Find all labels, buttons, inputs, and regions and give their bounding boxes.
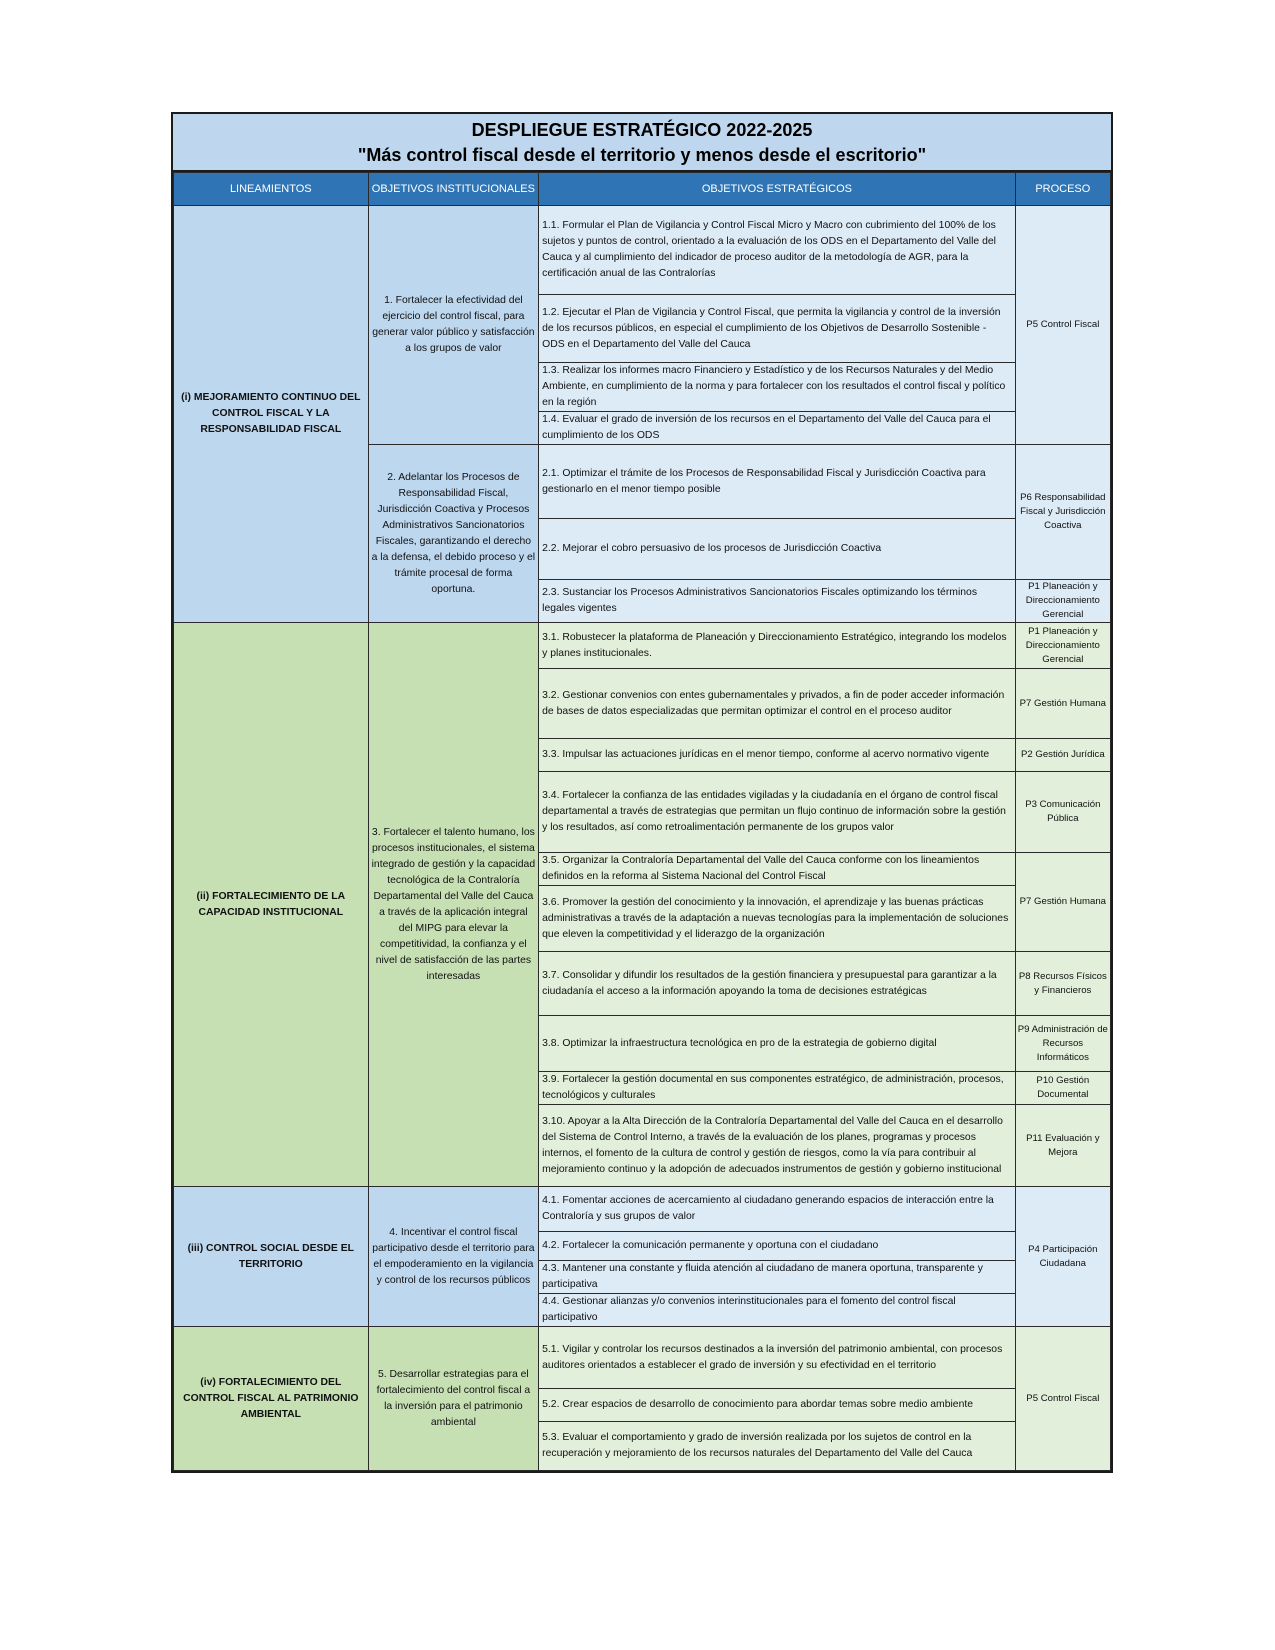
objetivo-estrategico-cell: 3.10. Apoyar a la Alta Dirección de la Contraloría Departamental del Valle del Cauca en el desarrollo del Sistema de Control Interno, a través de la evaluación de los planes, programas y procesos internos, el fomento de la cultura de control y gestión de riesgos, como la vía para contribuir al mejoramiento continuo y la adopción de adecuados instrumentos de gestión y gobierno institucional <box>539 1105 1016 1187</box>
objetivo-estrategico-cell: 4.2. Fortalecer la comunicación permanente y oportuna con el ciudadano <box>539 1232 1016 1261</box>
lineamiento-cell: (i) MEJORAMIENTO CONTINUO DEL CONTROL FISCAL Y LA RESPONSABILIDAD FISCAL <box>174 206 369 623</box>
lineamiento-cell: (iii) CONTROL SOCIAL DESDE EL TERRITORIO <box>174 1187 369 1327</box>
lineamiento-cell: (iv) FORTALECIMIENTO DEL CONTROL FISCAL AL PATRIMONIO AMBIENTAL <box>174 1327 369 1471</box>
objetivo-estrategico-cell: 2.1. Optimizar el trámite de los Procesos de Responsabilidad Fiscal y Jurisdicción Coactiva para gestionarlo en el menor tiempo posible <box>539 445 1016 519</box>
objetivo-estrategico-cell: 3.3. Impulsar las actuaciones jurídicas en el menor tiempo, conforme al acervo normativo vigente <box>539 739 1016 772</box>
objetivo-estrategico-cell: 5.3. Evaluar el comportamiento y grado de inversión realizada por los sujetos de control en la recuperación y mejoramiento de los recursos naturales del Departamento del Valle del Cauca <box>539 1422 1016 1471</box>
objetivo-estrategico-cell: 3.9. Fortalecer la gestión documental en sus componentes estratégico, de administración, procesos, tecnológicos y culturales <box>539 1072 1016 1105</box>
objetivo-estrategico-cell: 2.2. Mejorar el cobro persuasivo de los procesos de Jurisdicción Coactiva <box>539 519 1016 580</box>
strategic-deployment-document <box>171 112 1113 1473</box>
proceso-cell: P2 Gestión Jurídica <box>1015 739 1110 772</box>
table-row <box>174 1187 1111 1232</box>
objetivo-institucional-cell: 4. Incentivar el control fiscal participativo desde el territorio para el empoderamiento en la vigilancia y control de los recursos públicos <box>368 1187 539 1327</box>
proceso-cell: P4 Participación Ciudadana <box>1015 1187 1110 1327</box>
proceso-cell: P6 Responsabilidad Fiscal y Jurisdicción Coactiva <box>1015 445 1110 580</box>
objetivo-estrategico-cell: 1.3. Realizar los informes macro Financiero y Estadístico y de los Recursos Naturales y del Medio Ambiente, en cumplimiento de la norma y para fortalecer con los resultados el control fiscal y político en la región <box>539 363 1016 412</box>
document-slogan: "Más control fiscal desde el territorio y menos desde el escritorio" <box>357 145 927 165</box>
header-lineamientos: LINEAMIENTOS <box>174 173 369 206</box>
objetivo-estrategico-cell: 3.8. Optimizar la infraestructura tecnológica en pro de la estrategia de gobierno digital <box>539 1016 1016 1072</box>
objetivo-estrategico-cell: 3.7. Consolidar y difundir los resultados de la gestión financiera y presupuestal para garantizar a la ciudadanía el acceso a la información apoyando la toma de decisiones estratégicas <box>539 952 1016 1016</box>
proceso-cell: P5 Control Fiscal <box>1015 206 1110 445</box>
header-objetivos-institucionales: OBJETIVOS INSTITUCIONALES <box>368 173 539 206</box>
proceso-cell: P7 Gestión Humana <box>1015 669 1110 739</box>
objetivo-estrategico-cell: 5.1. Vigilar y controlar los recursos destinados a la inversión del patrimonio ambiental, con procesos auditores orientados a establecer el grado de inversión y su efectividad en el territorio <box>539 1327 1016 1389</box>
objetivo-estrategico-cell: 4.3. Mantener una constante y fluida atención al ciudadano de manera oportuna, transparente y participativa <box>539 1261 1016 1294</box>
objetivo-estrategico-cell: 3.1. Robustecer la plataforma de Planeación y Direccionamiento Estratégico, integrando los modelos y planes institucionales. <box>539 623 1016 669</box>
table-row <box>174 1327 1111 1389</box>
objetivo-estrategico-cell: 1.1. Formular el Plan de Vigilancia y Control Fiscal Micro y Macro con cubrimiento del 100% de los sujetos y puntos de control, orientado a la evaluación de los ODS en el Departamento del Valle del Cauca y al cumplimiento del indicador de proceso auditor de la metodología de AGR, para la certificación anual de las Contralorías <box>539 206 1016 295</box>
document-title: DESPLIEGUE ESTRATÉGICO 2022-2025 <box>471 120 813 140</box>
objetivo-institucional-cell: 1. Fortalecer la efectividad del ejercicio del control fiscal, para generar valor público y satisfacción a los grupos de valor <box>368 206 539 445</box>
document-title-block <box>173 114 1111 172</box>
table-row <box>174 206 1111 295</box>
proceso-cell: P11 Evaluación y Mejora <box>1015 1105 1110 1187</box>
objetivo-estrategico-cell: 4.1. Fomentar acciones de acercamiento al ciudadano generando espacios de interacción entre la Contraloría y sus grupos de valor <box>539 1187 1016 1232</box>
proceso-cell: P10 Gestión Documental <box>1015 1072 1110 1105</box>
objetivo-estrategico-cell: 3.5. Organizar la Contraloría Departamental del Valle del Cauca conforme con los lineamientos definidos en la reforma al Sistema Nacional del Control Fiscal <box>539 853 1016 886</box>
group-lineamiento-2 <box>174 623 1111 1187</box>
proceso-cell: P1 Planeación y Direccionamiento Gerencial <box>1015 623 1110 669</box>
group-lineamiento-4 <box>174 1327 1111 1471</box>
objetivo-institucional-cell: 2. Adelantar los Procesos de Responsabilidad Fiscal, Jurisdicción Coactiva y Procesos Administrativos Sancionatorios Fiscales, garantizando el derecho a la defensa, el debido proceso y el trámite procesal de forma oportuna. <box>368 445 539 623</box>
objetivo-estrategico-cell: 2.3. Sustanciar los Procesos Administrativos Sancionatorios Fiscales optimizando los términos legales vigentes <box>539 580 1016 623</box>
objetivo-institucional-cell: 3. Fortalecer el talento humano, los procesos institucionales, el sistema integrado de gestión y la capacidad tecnológica de la Contraloría Departamental del Valle del Cauca a través de la aplicación integral del MIPG para elevar la competitividad, la confianza y el nivel de satisfacción de las partes interesadas <box>368 623 539 1187</box>
group-lineamiento-1 <box>174 206 1111 623</box>
objetivo-estrategico-cell: 3.2. Gestionar convenios con entes gubernamentales y privados, a fin de poder acceder información de bases de datos especializadas que permitan optimizar el control en el proceso auditor <box>539 669 1016 739</box>
table-row <box>174 623 1111 669</box>
proceso-cell: P9 Administración de Recursos Informáticos <box>1015 1016 1110 1072</box>
proceso-cell: P7 Gestión Humana <box>1015 853 1110 952</box>
lineamiento-cell: (ii) FORTALECIMIENTO DE LA CAPACIDAD INSTITUCIONAL <box>174 623 369 1187</box>
table-header-row <box>174 173 1111 206</box>
objetivo-estrategico-cell: 1.2. Ejecutar el Plan de Vigilancia y Control Fiscal, que permita la vigilancia y control de la inversión de los recursos públicos, en especial el cumplimiento de los Objetivos de Desarrollo Sostenible - ODS en el Departamento del Valle del Cauca <box>539 295 1016 363</box>
proceso-cell: P5 Control Fiscal <box>1015 1327 1110 1471</box>
header-objetivos-estrategicos: OBJETIVOS ESTRATÉGICOS <box>539 173 1016 206</box>
objetivo-estrategico-cell: 3.4. Fortalecer la confianza de las entidades vigiladas y la ciudadanía en el órgano de control fiscal departamental a través de estrategias que permitan un flujo continuo de información sobre la gestión y los resultados, así como retroalimentación permanente de los grupos valor <box>539 772 1016 853</box>
header-proceso: PROCESO <box>1015 173 1110 206</box>
objetivo-estrategico-cell: 4.4. Gestionar alianzas y/o convenios interinstitucionales para el fomento del control fiscal participativo <box>539 1294 1016 1327</box>
proceso-cell: P8 Recursos Físicos y Financieros <box>1015 952 1110 1016</box>
proceso-cell: P3 Comunicación Pública <box>1015 772 1110 853</box>
objetivo-estrategico-cell: 1.4. Evaluar el grado de inversión de los recursos en el Departamento del Valle del Cauca para el cumplimiento de los ODS <box>539 412 1016 445</box>
group-lineamiento-3 <box>174 1187 1111 1327</box>
objetivo-institucional-cell: 5. Desarrollar estrategias para el fortalecimiento del control fiscal a la inversión para el patrimonio ambiental <box>368 1327 539 1471</box>
objetivo-estrategico-cell: 3.6. Promover la gestión del conocimiento y la innovación, el aprendizaje y las buenas prácticas administrativas a través de la adaptación a nuevas tecnologías para la implementación de soluciones que eleven la competitividad y el liderazgo de la organización <box>539 886 1016 952</box>
proceso-cell: P1 Planeación y Direccionamiento Gerencial <box>1015 580 1110 623</box>
objetivo-estrategico-cell: 5.2. Crear espacios de desarrollo de conocimiento para abordar temas sobre medio ambiente <box>539 1389 1016 1422</box>
strategic-table <box>173 172 1111 1471</box>
